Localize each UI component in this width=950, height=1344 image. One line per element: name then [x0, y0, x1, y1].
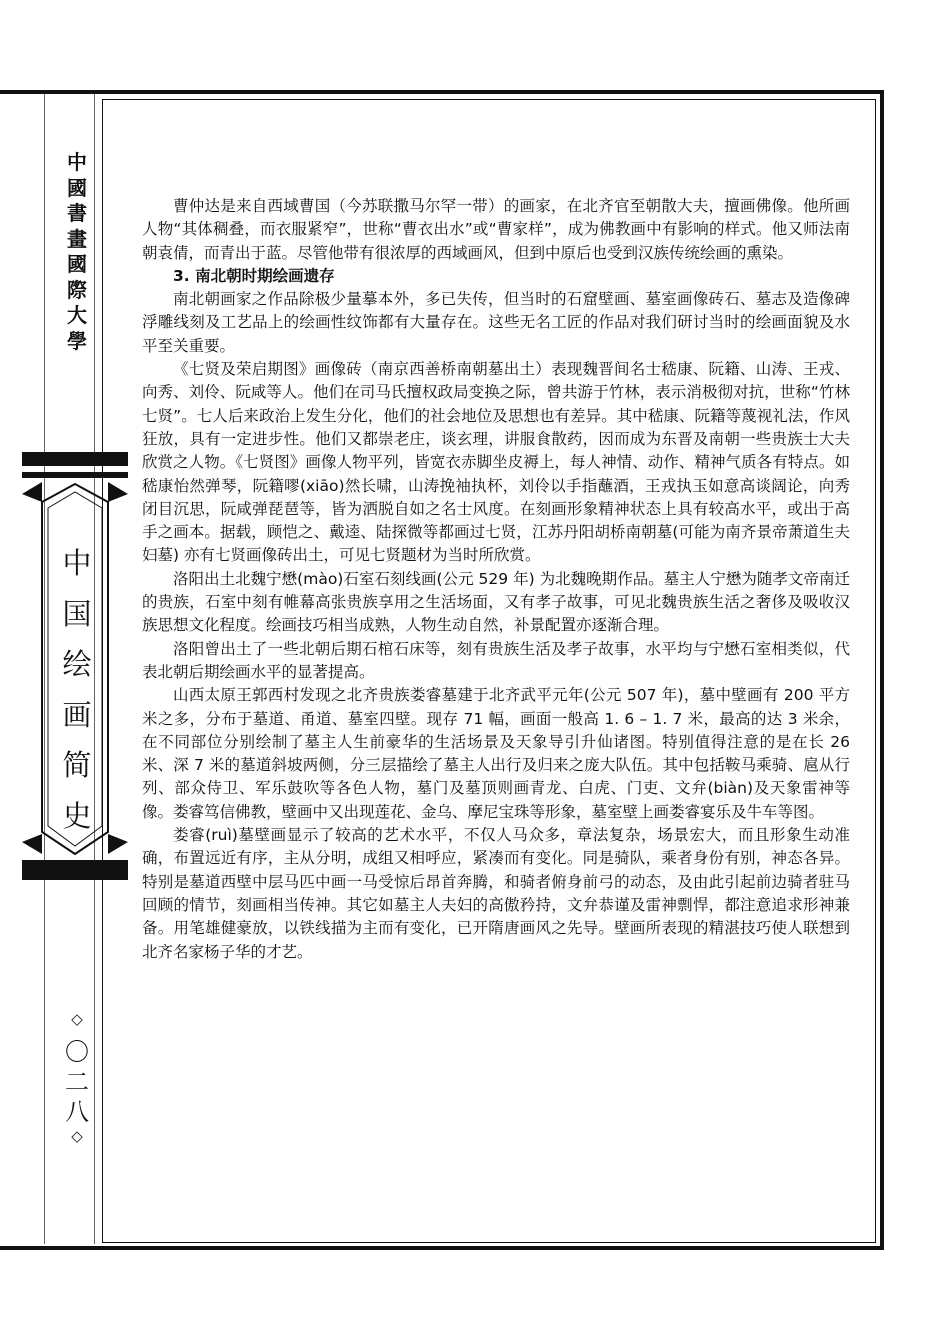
page-number-diamond-top: ◇	[71, 1010, 83, 1028]
page-number	[58, 1037, 96, 1127]
cartouche-bottom-bar	[22, 866, 128, 880]
page-number-text: 〇 二 八	[65, 1038, 89, 1126]
school-name-text: 中 國 書 畫 國 際 大 學	[67, 150, 87, 353]
sidebar-school-name	[58, 150, 96, 354]
paragraph-seven-sages: 《七贤及荣启期图》画像砖（南京西善桥南朝墓出土）表现魏晋间名士嵇康、阮籍、山涛、王戎、向秀、刘伶、阮咸等人。他们在司马氏擅权政局变换之际，曾共游于竹林，表示消极彻对抗，世称“竹林七贤”。七人后来政治上发生分化，他们的社会地位及思想也有差异。其中嵇康、阮籍等蔑视礼法，作风狂放，具有一定进步性。他们又都崇老庄，谈玄理，讲服食散药，因而成为东晋及南朝一些贵族士大夫欣赏之人物。《七贤图》画像人物平列，皆宽衣赤脚坐皮褥上，每人神情、动作、精神气质各有特点。如嵇康怡然弹琴，阮籍嘐(xiāo)然长啸，山涛挽袖执杯，刘伶以手指蘸酒，王戎执玉如意高谈阔论，向秀闭目沉思，阮咸弹琵琶等，皆为洒脱自如之名士风度。在刻画形象精神状态上具有较高水平，或出于高手之画本。据载，顾恺之、戴逵、陆探微等都画过七贤，江苏丹阳胡桥南朝墓(可能为南齐景帝萧道生夫妇墓) 亦有七贤画像砖出土，可见七贤题材为当时所欣赏。	[142, 360, 850, 565]
paragraph-ning-mao: 洛阳出土北魏宁懋(mào)石室石刻线画(公元 529 年) 为北魏晚期作品。墓主人宁懋为随孝文帝南迁的贵族，石室中刻有帷幕高张贵族享用之生活场面，又有孝子故事，可见北魏贵族生活之奢侈及吸收汉族思想文化程度。绘画技巧相当成熟，人物生动自然，补景配置亦逐渐合理。	[142, 569, 850, 635]
paragraph-lou-rui-tomb: 山西太原王郭西村发现之北齐贵族娄睿墓建于北齐武平元年(公元 507 年)，墓中壁画有 200 平方米之多，分布于墓道、甬道、墓室四壁。现存 71 幅，画面一般高 1. 6 – 1. 7 米，最高的达 3 米余，在不同部位分别绘制了墓主人生前豪华的生活场景及天象导引升仙诸图。特别值得注意的是在长 26 米、深 7 米的墓道斜坡两侧，分三层描绘了墓主人出行及归来之庞大队伍。其中包括鞍马乘骑、扈从行列、部众侍卫、军乐鼓吹等各色人物，墓门及墓顶则画青龙、白虎、门吏、文弁(biàn)及天象雷神等像。娄睿笃信佛教，壁画中又出现莲花、金乌、摩尼宝珠等形象，墓室壁上画娄睿宴乐及牛车等图。	[142, 686, 850, 821]
paragraph-lou-rui-murals: 娄睿(ruì)墓壁画显示了较高的艺术水平，不仅人马众多，章法复杂，场景宏大，而且形象生动准确，布置远近有序，主从分明，成组又相呼应，紧凑而有变化。同是骑队，乘者身份有别，神态各异。特别是墓道西壁中层马匹中画一马受惊后昂首奔腾，和骑者俯身前弓的动态，及由此引起前边骑者驻马回顾的情节，刻画相当传神。其它如墓主人夫妇的高傲矜持，文弁恭谨及雷神剽悍，都注意追求形神兼备。用笔雄健豪放，以铁线描为主而有变化，已开隋唐画风之先导。壁画所表现的精湛技巧使人联想到北齐名家杨子华的才艺。	[142, 826, 850, 961]
section-heading: 3. 南北朝时期绘画遗存	[173, 266, 335, 285]
article-body	[142, 195, 850, 964]
paragraph-luoyang-coffins: 洛阳曾出土了一些北朝后期石棺石床等，刻有贵族生活及孝子故事，水平均与宁懋石室相类似，代表北朝后期绘画水平的显著提高。	[142, 639, 850, 681]
page-number-diamond-bottom: ◇	[71, 1127, 83, 1145]
book-title-text: 中 国 绘 画 简 史	[62, 546, 92, 833]
paragraph-overview: 南北朝画家之作品除极少量摹本外，多已失传，但当时的石窟壁画、墓室画像砖石、墓志及造像碑浮雕线刻及工艺品上的绘画性纹饰都有大量存在。这些无名工匠的作品对我们研讨当时的绘画面貌及水平至关重要。	[142, 290, 850, 355]
sidebar-book-title	[58, 538, 96, 841]
cartouche-top-line	[22, 472, 128, 478]
cartouche-top-bar	[22, 452, 128, 466]
paragraph-cao-zhongda: 曹仲达是来自西域曹国（今苏联撒马尔罕一带）的画家，在北齐官至朝散大夫，擅画佛像。他所画人物“其体稠叠，而衣服紧窄”，世称“曹衣出水”或“曹家样”，成为佛教画中有影响的样式。他又师法南朝袁倩，而青出于蓝。尽管他带有很浓厚的西域画风，但到中原后也受到汉族传统绘画的熏染。	[142, 197, 850, 262]
